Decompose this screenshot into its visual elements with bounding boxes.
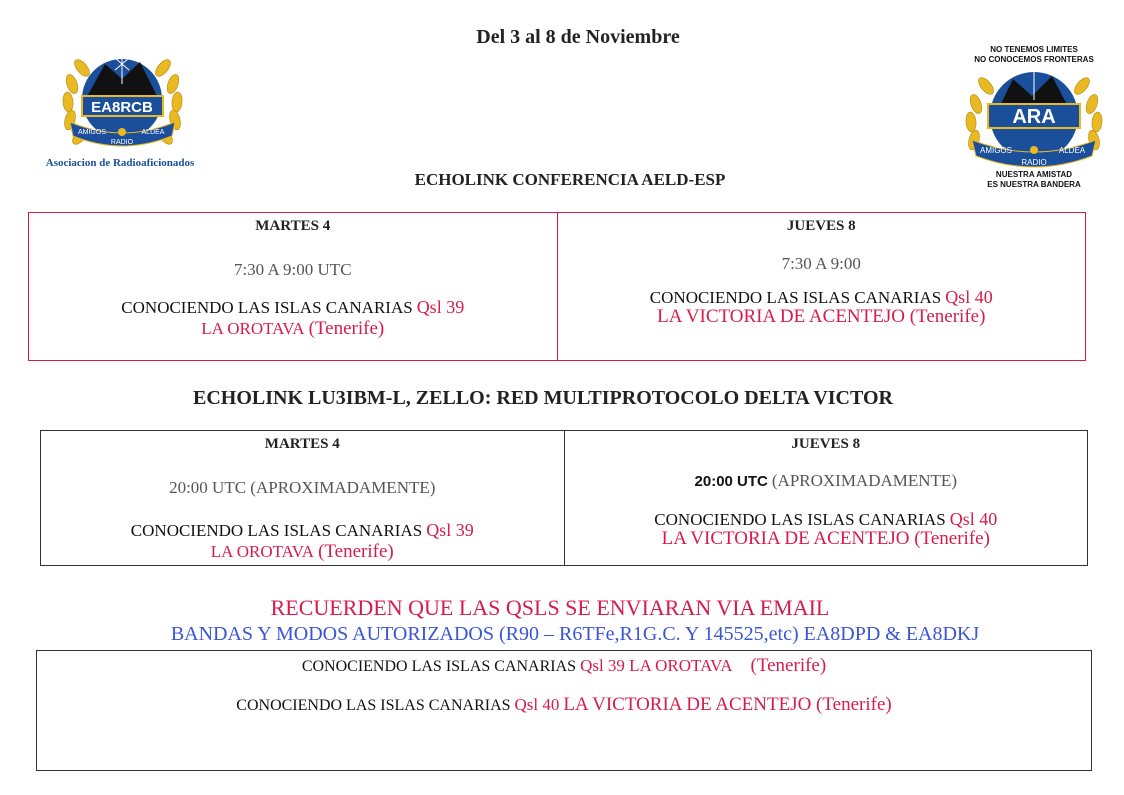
svg-text:ALDEA: ALDEA: [1058, 146, 1086, 155]
topic-line: CONOCIENDO LAS ISLAS CANARIAS Qsl 40: [649, 287, 993, 307]
logo-ara: [958, 44, 1108, 192]
logo-ea8rcb: [45, 44, 195, 174]
svg-text:NUESTRA AMISTAD: NUESTRA AMISTAD: [995, 170, 1073, 179]
network-title: ECHOLINK LU3IBM-L, ZELLO: RED MULTIPROTOCOLO DELTA VICTOR: [193, 387, 893, 409]
summary-box: [36, 650, 1092, 771]
dates-title: Del 3 al 8 de Noviembre: [476, 26, 680, 48]
place-line: LA OROTAVA (Tenerife): [210, 541, 394, 562]
logo-left-callsign: EA8RCB: [91, 99, 153, 116]
svg-text:NO TENEMOS LIMITES: NO TENEMOS LIMITES: [990, 45, 1078, 54]
day-label: MARTES 4: [255, 218, 331, 234]
day-label: MARTES 4: [264, 436, 340, 452]
summary-line-1: CONOCIENDO LAS ISLAS CANARIAS Qsl 39 LA OROTAVA (Tenerife): [301, 655, 827, 676]
cell-martes: [41, 431, 564, 565]
cell-martes: [29, 213, 557, 360]
topic-line: CONOCIENDO LAS ISLAS CANARIAS Qsl 39: [130, 520, 474, 540]
place-line: LA VICTORIA DE ACENTEJO (Tenerife): [657, 306, 986, 327]
cell-jueves: [564, 431, 1088, 565]
time-line: 20:00 UTC (APROXIMADAMENTE): [694, 471, 957, 490]
qsl-reminder: RECUERDEN QUE LAS QSLS SE ENVIARAN VIA EMAIL: [270, 595, 830, 620]
svg-text:RADIO: RADIO: [110, 139, 134, 146]
time-label: 7:30 A 9:00 UTC: [233, 260, 352, 279]
logo-left-caption: Asociacion de Radioaficionados: [45, 157, 195, 169]
place-line: LA OROTAVA (Tenerife): [201, 318, 385, 339]
svg-text:AMIGOS: AMIGOS: [77, 129, 107, 136]
svg-text:AMIGOS: AMIGOS: [979, 146, 1013, 155]
svg-text:ES NUESTRA BANDERA: ES NUESTRA BANDERA: [987, 180, 1081, 189]
svg-text:RADIO: RADIO: [1021, 158, 1047, 167]
topic-line: CONOCIENDO LAS ISLAS CANARIAS Qsl 39: [121, 297, 465, 317]
schedule-table-multiprotocol: [40, 430, 1088, 566]
svg-text:ALDEA: ALDEA: [141, 129, 165, 136]
cell-jueves: [557, 213, 1086, 360]
schedule-table-aeld: [28, 212, 1086, 361]
logo-right-initials: ARA: [1012, 106, 1056, 128]
conference-title: ECHOLINK CONFERENCIA AELD-ESP: [414, 170, 726, 189]
topic-line: CONOCIENDO LAS ISLAS CANARIAS Qsl 40: [654, 509, 998, 529]
svg-text:NO CONOCEMOS FRONTERAS: NO CONOCEMOS FRONTERAS: [974, 55, 1094, 64]
day-label: JUEVES 8: [791, 436, 861, 452]
bands-modes: BANDAS Y MODOS AUTORIZADOS (R90 – R6TFe,R1G.C. Y 145525,etc) EA8DPD & EA8DKJ: [170, 623, 980, 645]
time-label: 20:00 UTC (APROXIMADAMENTE): [169, 478, 436, 497]
time-label: 7:30 A 9:00: [781, 254, 861, 273]
place-line: LA VICTORIA DE ACENTEJO (Tenerife): [661, 528, 990, 549]
summary-line-2: CONOCIENDO LAS ISLAS CANARIAS Qsl 40 LA VICTORIA DE ACENTEJO (Tenerife): [236, 694, 892, 715]
day-label: JUEVES 8: [786, 218, 856, 234]
